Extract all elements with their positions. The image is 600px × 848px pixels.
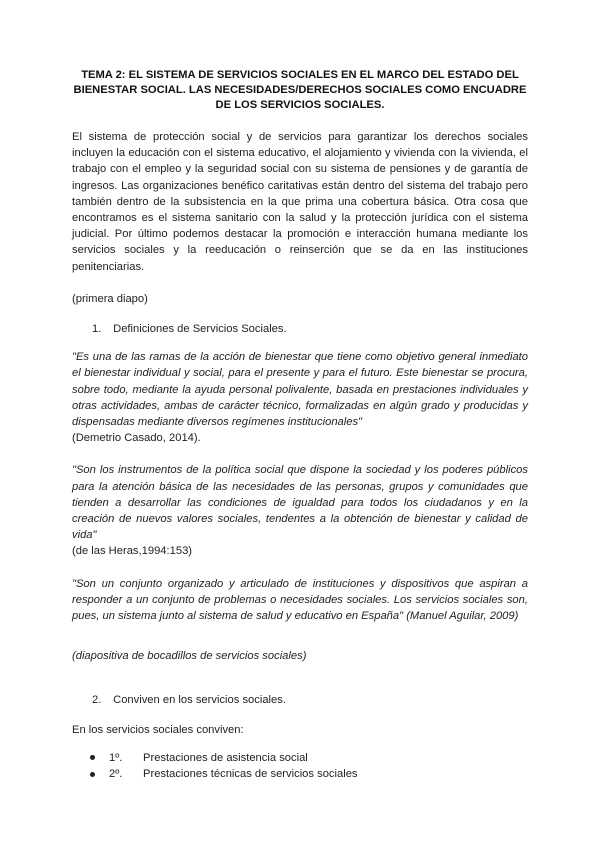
list-item <box>90 750 528 766</box>
note-diapositiva: (diapositiva de bocadillos de servicios sociales) <box>72 650 307 663</box>
citation-casado: (Demetrio Casado, 2014). <box>72 432 201 445</box>
section-1-heading <box>92 321 528 337</box>
bullet-number: 1º. <box>109 751 123 764</box>
quote-aguilar: "Son un conjunto organizado y articulado de instituciones y dispositivos que aspiran a responder a un conjunto de problemas o necesidades sociales. Los servicios sociales son, pues, un sistema junto al sistema de salud y educativo en España" (Manuel Aguilar, 2009) <box>72 577 528 623</box>
list-item <box>90 766 528 782</box>
bullet-icon <box>90 755 95 760</box>
note-primera-diapo: (primera diapo) <box>72 292 148 305</box>
bullet-number: 2º. <box>109 768 123 781</box>
bullet-label: Prestaciones de asistencia social <box>143 751 308 764</box>
section-1-number: 1. <box>92 323 102 336</box>
quote-casado: "Es una de las ramas de la acción de bienestar que tiene como objetivo general inmediato el bienestar individual y social, para el presente y para el futuro. Este bienestar se procura, sobre todo, mediante la ayuda personal polivalente, basada en prestaciones individuales y otras actividades, ambas de carácter técnico, formalizadas en algún grado y producidas y dispensadas mediante diversos regímenes institucionales" <box>72 351 528 429</box>
bullet-list <box>90 750 528 782</box>
intro-paragraph: El sistema de protección social y de servicios para garantizar los derechos sociales incluyen la educación con el sistema educativo, el alojamiento y vivienda con la vivienda, el trabajo con el empleo y la seguridad social con su sistema de pensiones y de garantía de ingresos. Las organizaciones benéfico caritativas están dentro del sistema del trabajo pero también dentro de la subsistencia en la que prima una cobertura básica. Otra cosa que encontramos es el sistema sanitario con la salud y la protección jurídica con el sistema judicial. Por último podemos destacar la promoción e interacción humana mediante los servicios sociales y la reeducación o reinserción que se da en las instituciones penitenciarias. <box>72 131 528 273</box>
bullet-icon <box>90 772 95 777</box>
section-1-label: Definiciones de Servicios Sociales. <box>113 323 287 336</box>
bullet-label: Prestaciones técnicas de servicios sociales <box>143 768 358 781</box>
section-2-number: 2. <box>92 694 102 707</box>
document-body <box>72 68 528 782</box>
document-title: TEMA 2: EL SISTEMA DE SERVICIOS SOCIALES EN EL MARCO DEL ESTADO DEL BIENESTAR SOCIAL. LAS NECESIDADES/DERECHOS SOCIALES COMO ENCUADRE DE LOS SERVICIOS SOCIALES. <box>73 69 527 111</box>
intro-conviven: En los servicios sociales conviven: <box>72 723 244 736</box>
citation-heras: (de las Heras,1994:153) <box>72 545 193 558</box>
section-2-label: Conviven en los servicios sociales. <box>113 694 286 707</box>
section-2-heading <box>92 692 528 708</box>
quote-heras: "Son los instrumentos de la política social que dispone la sociedad y los poderes públicos para la atención básica de las necesidades de las personas, grupos y comunidades que tienden a desarrollar las condiciones de igualdad para todos los ciudadanos y en la creación de nuevos valores sociales, tendentes a la obtención de bienestar y calidad de vida" <box>72 464 528 542</box>
